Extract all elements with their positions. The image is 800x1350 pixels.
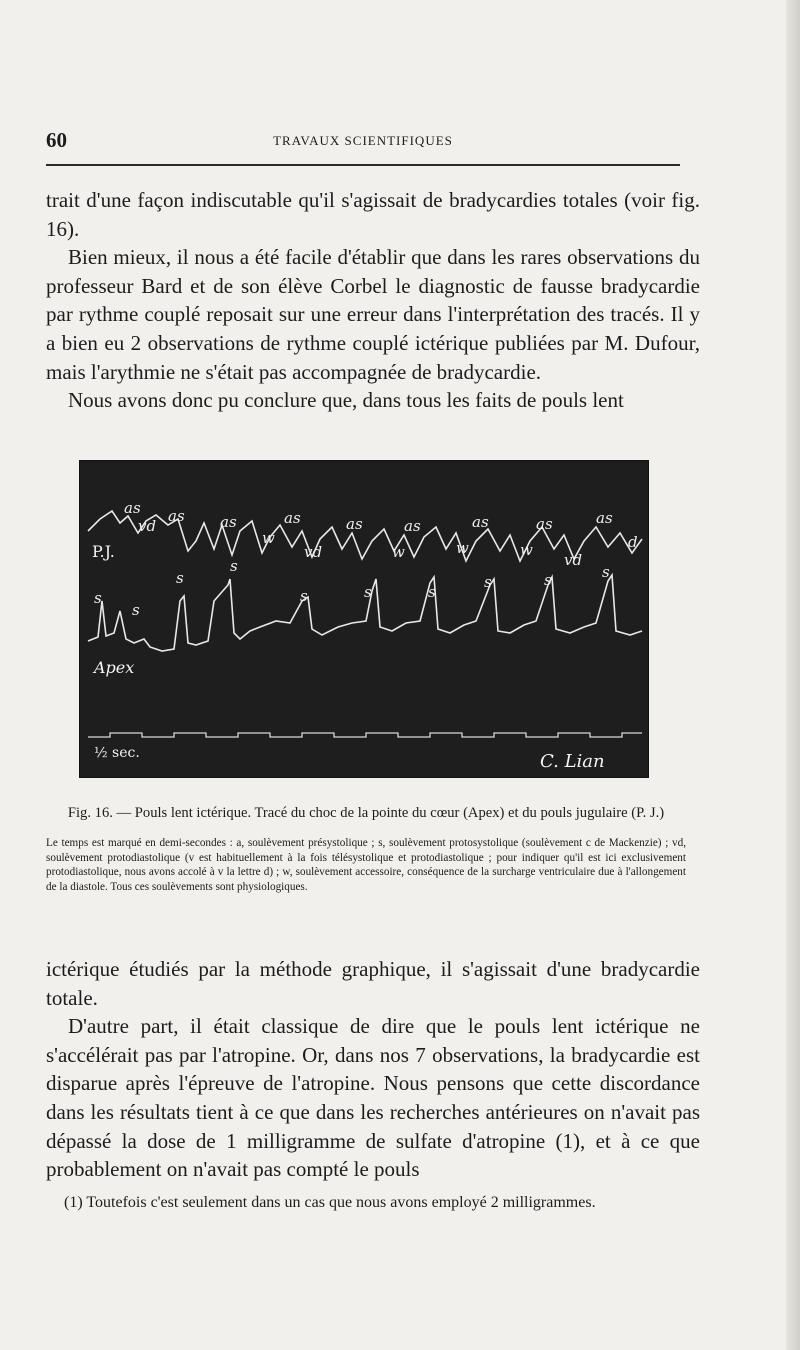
wave-label-d: d bbox=[628, 533, 638, 551]
caption-legend: Le temps est marqué en demi-secondes : a, soulèvement présystolique ; s, soulèvement protosystolique (soulèvement c de Mackenzie) ; vd, soulèvement protodiastolique (v est habituellement à la fois télésystolique et protodiastolique ; pour indiquer qu'il est ici exclusivement protodiastolique, nous avons accolé à v la lettre d) ; w, soulèvement accessoire, conséquence de la surcharge ventriculaire due à l'allongement de la diastole. Tous ces soulèvements sont physiologiques. bbox=[46, 837, 686, 893]
wave-label-as: as bbox=[168, 507, 185, 525]
wave-label-as: as bbox=[536, 515, 553, 533]
wave-label-s: s bbox=[428, 583, 436, 601]
wave-label-w: w bbox=[392, 543, 405, 561]
wave-label-w: w bbox=[262, 529, 275, 547]
wave-label-w: w bbox=[520, 541, 533, 559]
time-marker-trace bbox=[88, 733, 642, 737]
wave-label-vd: vd bbox=[564, 551, 583, 569]
wave-label-as: as bbox=[124, 499, 141, 517]
page-edge-shadow bbox=[786, 0, 800, 1350]
wave-label-s: s bbox=[484, 573, 492, 591]
page-number: 60 bbox=[46, 128, 67, 152]
wave-label-s: s bbox=[94, 589, 102, 607]
wave-label-vd: vd bbox=[138, 517, 157, 535]
wave-label-s: s bbox=[364, 583, 372, 601]
page-header bbox=[46, 128, 680, 156]
paragraph: trait d'une façon indiscutable qu'il s'agissait de bradycardies totales (voir fig. 16). bbox=[46, 188, 700, 241]
wave-label-s: s bbox=[544, 571, 552, 589]
header-rule bbox=[46, 164, 680, 166]
wave-label-s: s bbox=[602, 563, 610, 581]
paragraph: Bien mieux, il nous a été facile d'établir que dans les rares observations du professeur Bard et de son élève Corbel le diagnostic de fausse bradycardie par rythme couplé reposait sur une erreur dans l'interprétation des tracés. Il y a bien eu 2 observations de rythme couplé ictérique publiées par M. Dufour, mais l'arythmie ne s'était pas accompagnée de bradycardie. bbox=[46, 245, 700, 384]
time-scale-label: ½ sec. bbox=[94, 745, 140, 761]
wave-label-as: as bbox=[404, 517, 421, 535]
pj-trace-label: P.J. bbox=[92, 542, 115, 561]
running-title: TRAVAUX SCIENTIFIQUES bbox=[273, 133, 453, 148]
pulse-tracing bbox=[80, 461, 648, 777]
text-after-figure bbox=[46, 955, 700, 1184]
wave-label-w: w bbox=[456, 539, 469, 557]
apex-trace-label: Apex bbox=[94, 658, 135, 677]
caption-title: Fig. 16. — Pouls lent ictérique. Tracé du choc de la pointe du cœur (Apex) et du pouls jugulaire (P. J.) bbox=[67, 805, 665, 821]
paragraph: ictérique étudiés par la méthode graphique, il s'agissait d'une bradycardie totale. bbox=[46, 957, 700, 1010]
wave-label-as: as bbox=[346, 515, 363, 533]
wave-label-s: s bbox=[230, 557, 238, 575]
tracing-figure bbox=[79, 460, 649, 778]
wave-label-s: s bbox=[176, 569, 184, 587]
wave-label-s: s bbox=[300, 587, 308, 605]
wave-label-s: s bbox=[132, 601, 140, 619]
wave-label-as: as bbox=[220, 513, 237, 531]
wave-label-vd: vd bbox=[304, 543, 323, 561]
wave-label-as: as bbox=[596, 509, 613, 527]
paragraph: D'autre part, il était classique de dire que le pouls lent ictérique ne s'accélérait pas par l'atropine. Or, dans nos 7 observations, la bradycardie est disparue après l'épreuve de l'atropine. Nous pensons que cette discordance dans les résultats tient à ce que dans les recherches antérieures on n'avait pas dépassé la dose de 1 milligramme de sulfate d'atropine (1), et à ce que probablement on n'avait pas compté le pouls bbox=[46, 1014, 700, 1182]
footnote: (1) Toutefois c'est seulement dans un cas que nous avons employé 2 milligrammes. bbox=[64, 1194, 596, 1211]
wave-label-as: as bbox=[472, 513, 489, 531]
signature: C. Lian bbox=[540, 751, 605, 772]
figure-caption bbox=[46, 804, 686, 894]
wave-label-as: as bbox=[284, 509, 301, 527]
text-before-figure bbox=[46, 186, 700, 415]
paragraph: Nous avons donc pu conclure que, dans tous les faits de pouls lent bbox=[68, 388, 624, 413]
